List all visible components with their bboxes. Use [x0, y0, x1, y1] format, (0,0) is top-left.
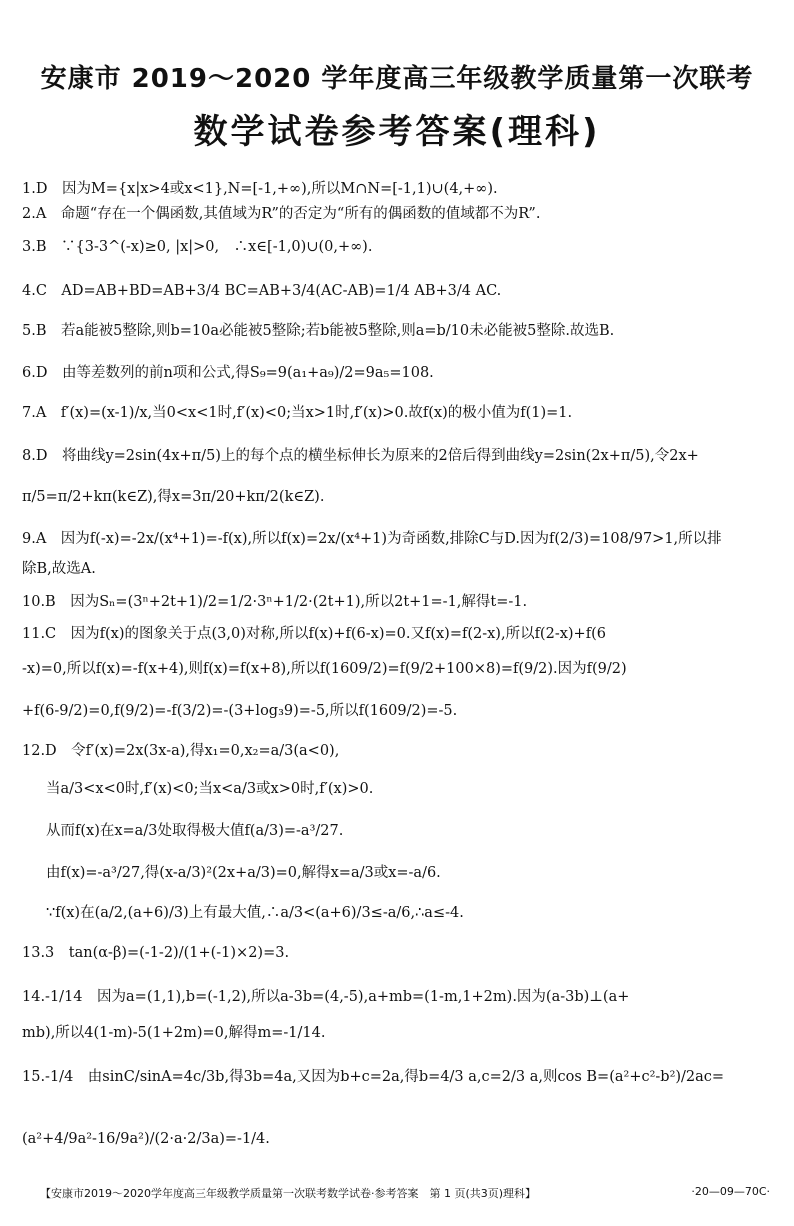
answer-line: 3.B ∵{3-3^(-x)≥0, |x|>0, ∴x∈[-1,0)∪(0,+∞).	[22, 239, 373, 255]
answer-line: 7.A f′(x)=(x-1)/x,当0<x<1时,f′(x)<0;当x>1时,f′(x)>0.故f(x)的极小值为f(1)=1.	[22, 405, 573, 421]
page-footer	[40, 1185, 770, 1201]
footer-text: 【安康市2019～2020学年度高三年级教学质量第一次联考数学试卷·参考答案 第 1 页(共3页)理科】	[40, 1187, 537, 1200]
answer-line: 15.-1/4 由sinC/sinA=4c/3b,得3b=4a,又因为b+c=2a,得b=4/3 a,c=2/3 a,则cos B=(a²+c²-b²)/2ac=	[22, 1069, 725, 1085]
answer-line: 由f(x)=-a³/27,得(x-a/3)²(2x+a/3)=0,解得x=a/3或x=-a/6.	[46, 865, 441, 881]
answer-line: 14.-1/14 因为a=(1,1),b=(-1,2),所以a-3b=(4,-5),a+mb=(1-m,1+2m).因为(a-3b)⊥(a+	[22, 989, 630, 1005]
page-title: 安康市 2019～2020 学年度高三年级教学质量第一次联考	[40, 64, 754, 94]
answer-line: mb),所以4(1-m)-5(1+2m)=0,解得m=-1/14.	[22, 1025, 326, 1041]
answer-line: 除B,故选A.	[22, 561, 96, 577]
answer-line: 5.B 若a能被5整除,则b=10a必能被5整除;若b能被5整除,则a=b/10未必能被5整除.故选B.	[22, 323, 615, 339]
answer-line: 10.B 因为Sₙ=(3ⁿ+2t+1)/2=1/2·3ⁿ+1/2·(2t+1),所以2t+1=-1,解得t=-1.	[22, 594, 528, 610]
answer-line: 从而f(x)在x=a/3处取得极大值f(a/3)=-a³/27.	[46, 823, 344, 839]
answer-line: ∵f(x)在(a/2,(a+6)/3)上有最大值,∴a/3<(a+6)/3≤-a/6,∴a≤-4.	[46, 905, 464, 921]
answer-line: 12.D 令f′(x)=2x(3x-a),得x₁=0,x₂=a/3(a<0),	[22, 743, 340, 759]
answer-line: +f(6-9/2)=0,f(9/2)=-f(3/2)=-(3+log₃9)=-5,所以f(1609/2)=-5.	[22, 703, 458, 719]
answer-line: 11.C 因为f(x)的图象关于点(3,0)对称,所以f(x)+f(6-x)=0.又f(x)=f(2-x),所以f(2-x)+f(6	[22, 626, 606, 642]
answer-line: 8.D 将曲线y=2sin(4x+π/5)上的每个点的横坐标伸长为原来的2倍后得到曲线y=2sin(2x+π/5),令2x+	[22, 448, 699, 464]
answer-line: 13.3 tan(α-β)=(-1-2)/(1+(-1)×2)=3.	[22, 945, 290, 961]
answer-line: 当a/3<x<0时,f′(x)<0;当x<a/3或x>0时,f′(x)>0.	[46, 781, 374, 797]
answer-line: π/5=π/2+kπ(k∈Z),得x=3π/20+kπ/2(k∈Z).	[22, 489, 325, 505]
answer-line: (a²+4/9a²-16/9a²)/(2·a·2/3a)=-1/4.	[22, 1131, 270, 1147]
page-subtitle: 数学试卷参考答案(理科)	[193, 112, 601, 152]
answer-line: 4.C AD=AB+BD=AB+3/4 BC=AB+3/4(AC-AB)=1/4 AB+3/4 AC.	[22, 283, 502, 299]
answer-line: 9.A 因为f(-x)=-2x/(x⁴+1)=-f(x),所以f(x)=2x/(x⁴+1)为奇函数,排除C与D.因为f(2/3)=108/97>1,所以排	[22, 531, 722, 547]
answer-line: 6.D 由等差数列的前n项和公式,得S₉=9(a₁+a₉)/2=9a₅=108.	[22, 365, 434, 381]
answer-line: 1.D 因为M={x|x>4或x<1},N=[-1,+∞),所以M∩N=[-1,1)∪(4,+∞).	[22, 181, 498, 197]
footer-code: ·20—09—70C·	[691, 1185, 770, 1198]
answer-line: -x)=0,所以f(x)=-f(x+4),则f(x)=f(x+8),所以f(1609/2)=f(9/2+100×8)=f(9/2).因为f(9/2)	[22, 661, 627, 677]
answer-line: 2.A 命题“存在一个偶函数,其值域为R”的否定为“所有的偶函数的值域都不为R”.	[22, 206, 541, 222]
